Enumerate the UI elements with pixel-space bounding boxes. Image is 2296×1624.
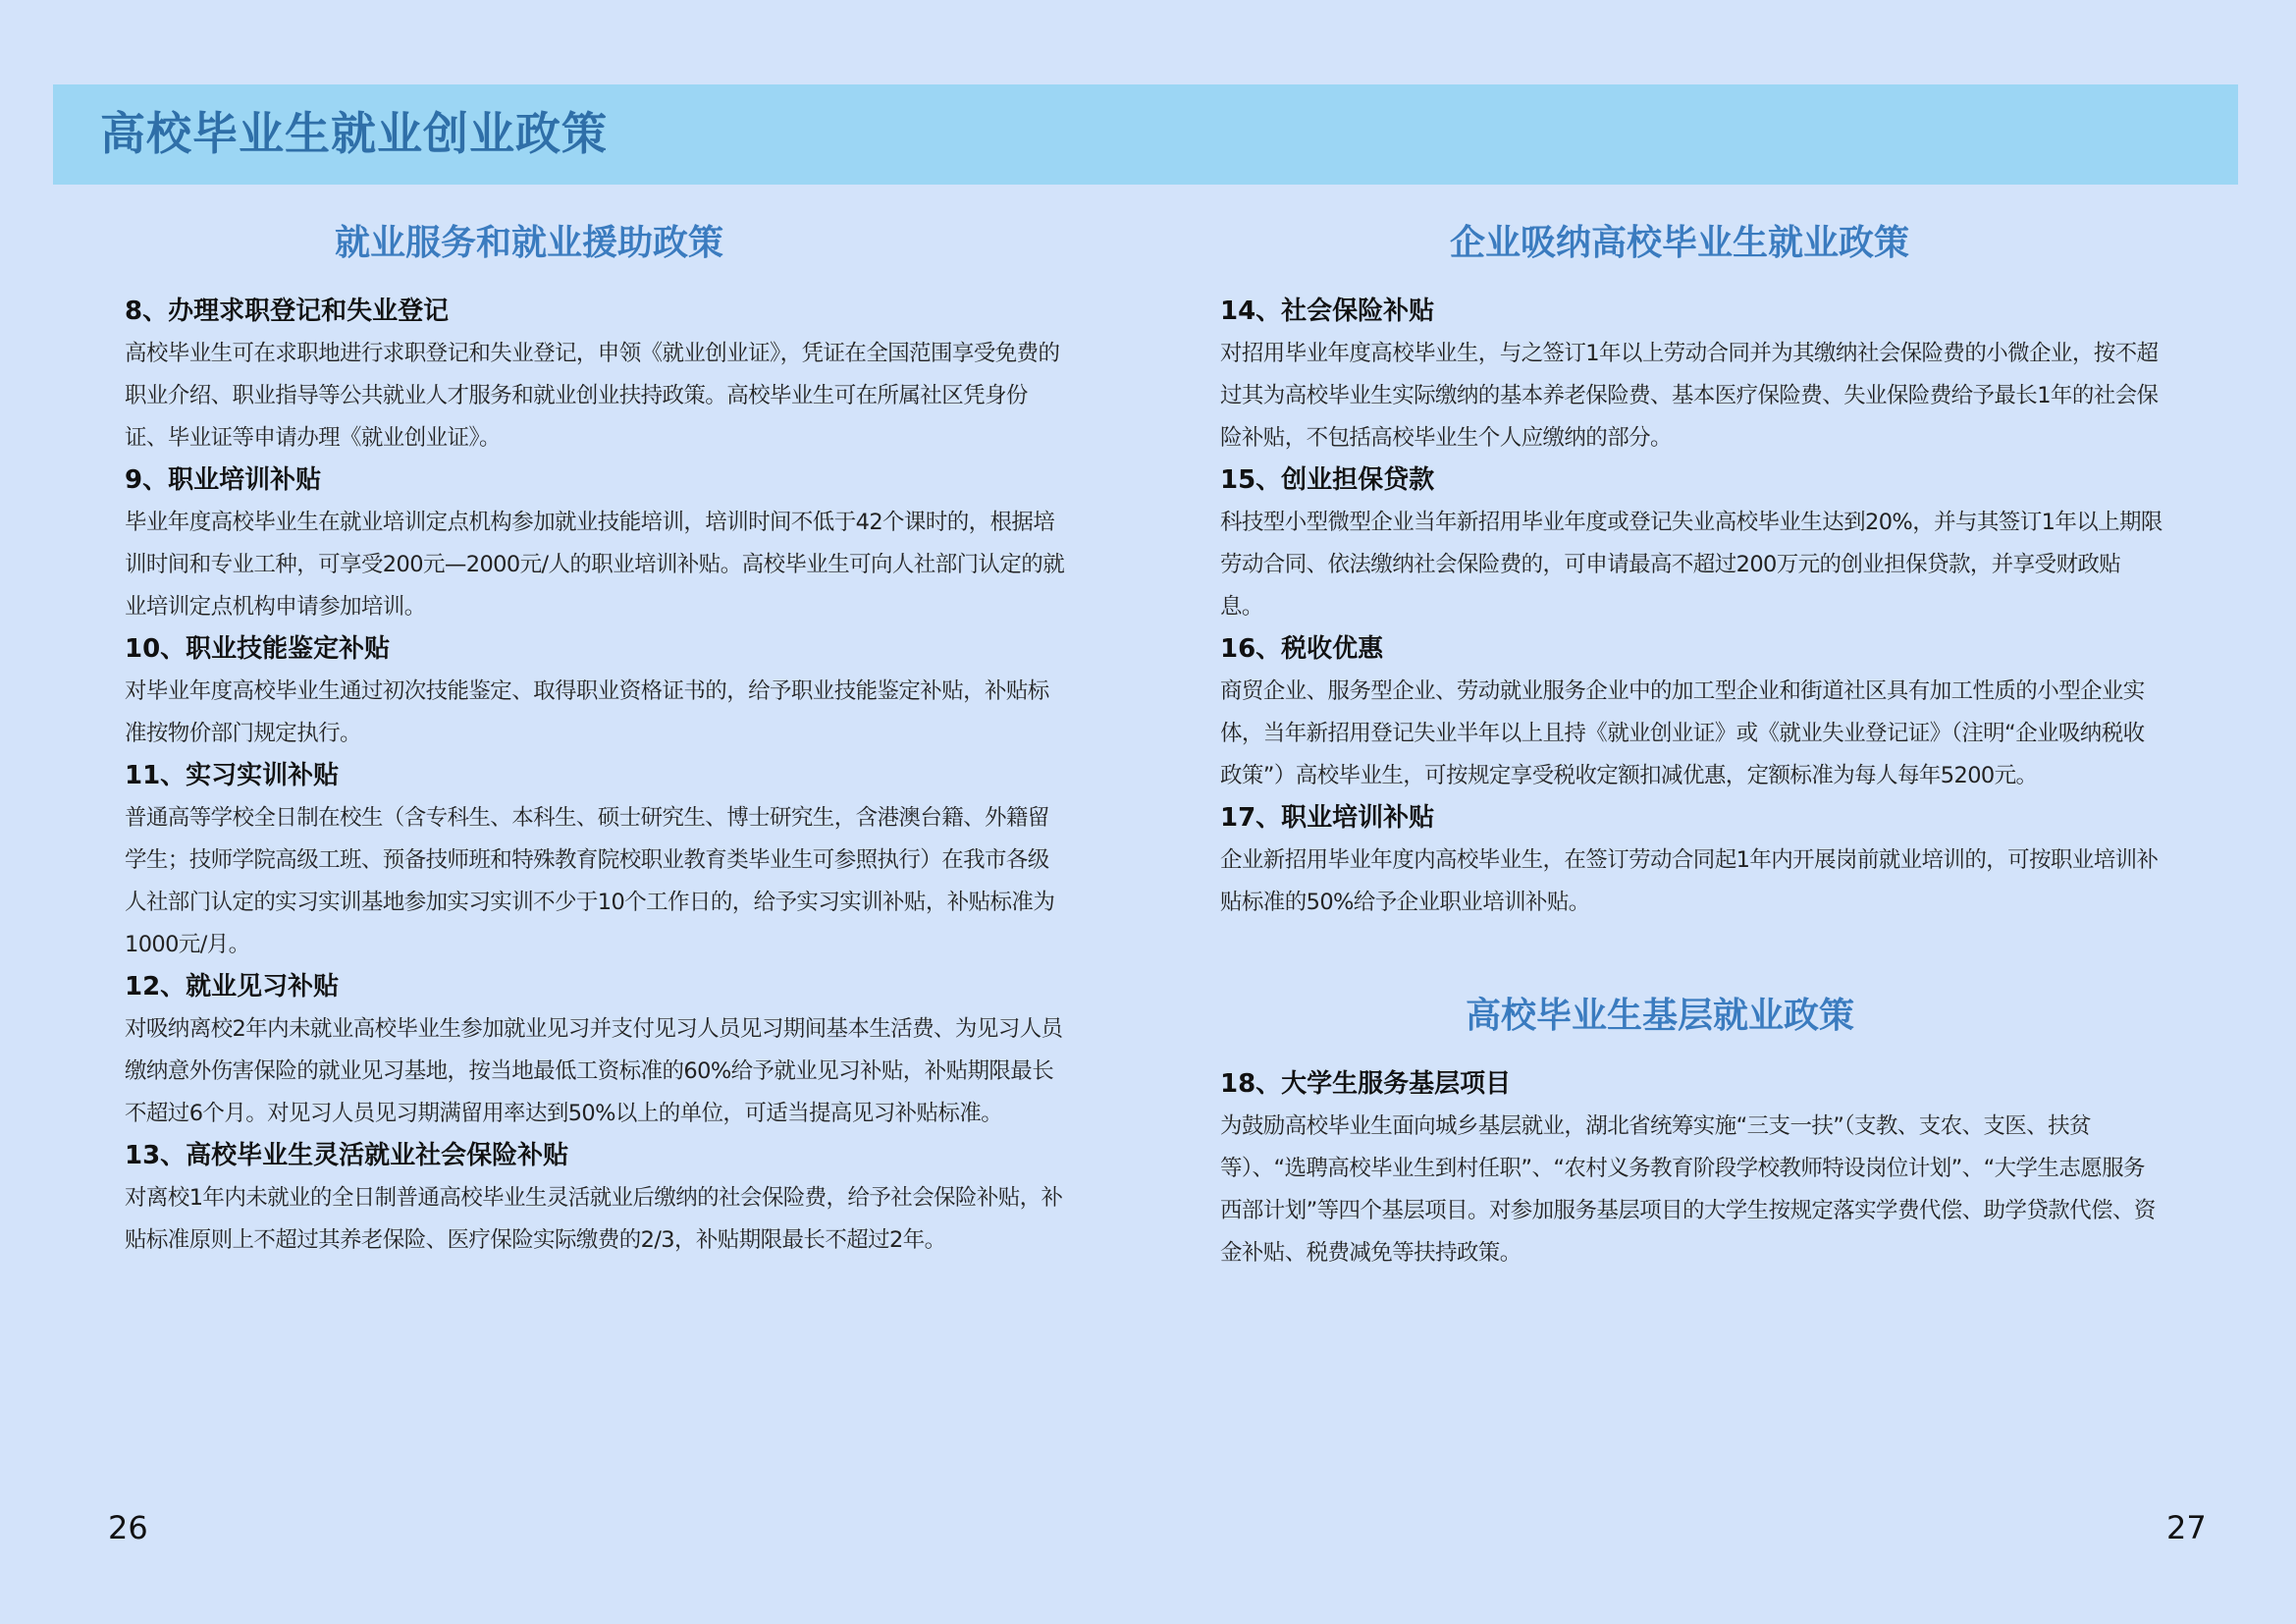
policy-body: 科技型小型微型企业当年新招用毕业年度或登记失业高校毕业生达到20%，并与其签订1年以上期限劳动合同、依法缴纳社会保险费的，可申请最高不超过200万元的创业担保贷款，并享受财政贴息。 bbox=[1220, 510, 2163, 620]
policy-item bbox=[1220, 1063, 2163, 1274]
policy-heading: 18、大学生服务基层项目 bbox=[1220, 1069, 1512, 1099]
policy-body: 对离校1年内未就业的全日制普通高校毕业生灵活就业后缴纳的社会保险费，给予社会保险补贴，补贴标准原则上不超过其养老保险、医疗保险实际缴费的2/3，补贴期限最长不超过2年。 bbox=[125, 1185, 1063, 1253]
policy-body: 商贸企业、服务型企业、劳动就业服务企业中的加工型企业和街道社区具有加工性质的小型企业实体，当年新招用登记失业半年以上且持《就业创业证》或《就业失业登记证》（注明“企业吸纳税收政策”）高校毕业生，可按规定享受税收定额扣减优惠，定额标准为每人每年5200元。 bbox=[1220, 678, 2145, 788]
policy-item bbox=[1220, 628, 2163, 797]
policy-heading: 17、职业培训补贴 bbox=[1220, 803, 1435, 833]
left-column bbox=[125, 214, 1067, 1262]
policy-body: 为鼓励高校毕业生面向城乡基层就业，湖北省统筹实施“三支一扶”（支教、支农、支医、扶贫等）、“选聘高校毕业生到村任职”、“农村义务教育阶段学校教师特设岗位计划”、“大学生志愿服务西部计划”等四个基层项目。对参加服务基层项目的大学生按规定落实学费代偿、助学贷款代偿、资金补贴、税费减免等扶持政策。 bbox=[1220, 1113, 2156, 1266]
policy-body: 企业新招用毕业年度内高校毕业生，在签订劳动合同起1年内开展岗前就业培训的，可按职业培训补贴标准的50%给予企业职业培训补贴。 bbox=[1220, 847, 2159, 915]
policy-body: 对招用毕业年度高校毕业生，与之签订1年以上劳动合同并为其缴纳社会保险费的小微企业，按不超过其为高校毕业生实际缴纳的基本养老保险费、基本医疗保险费、失业保险费给予最长1年的社会保险补贴，不包括高校毕业生个人应缴纳的部分。 bbox=[1220, 341, 2159, 451]
policy-heading: 11、实习实训补贴 bbox=[125, 761, 340, 790]
page-number-right: 27 bbox=[2166, 1509, 2207, 1546]
policy-heading: 12、就业见习补贴 bbox=[125, 972, 340, 1001]
policy-item bbox=[125, 291, 1067, 460]
policy-body: 高校毕业生可在求职地进行求职登记和失业登记，申领《就业创业证》，凭证在全国范围享受免费的职业介绍、职业指导等公共就业人才服务和就业创业扶持政策。高校毕业生可在所属社区凭身份证、毕业证等申请办理《就业创业证》。 bbox=[125, 341, 1060, 451]
policy-item bbox=[1220, 460, 2163, 628]
policy-item bbox=[125, 755, 1067, 966]
policy-body: 毕业年度高校毕业生在就业培训定点机构参加就业技能培训，培训时间不低于42个课时的，根据培训时间和专业工种，可享受200元—2000元/人的职业培训补贴。高校毕业生可向人社部门认定的就业培训定点机构申请参加培训。 bbox=[125, 510, 1065, 620]
policy-heading: 9、职业培训补贴 bbox=[125, 465, 322, 495]
policy-heading: 14、社会保险补贴 bbox=[1220, 297, 1435, 326]
policy-heading: 10、职业技能鉴定补贴 bbox=[125, 634, 391, 664]
header-banner bbox=[53, 84, 2238, 185]
page-title: 高校毕业生就业创业政策 bbox=[100, 107, 608, 160]
policy-body: 普通高等学校全日制在校生（含专科生、本科生、硕士研究生、博士研究生，含港澳台籍、外籍留学生；技师学院高级工班、预备技师班和特殊教育院校职业教育类毕业生可参照执行）在我市各级人社部门认定的实习实训基地参加实习实训不少于10个工作日的，给予实习实训补贴，补贴标准为1000元/月。 bbox=[125, 805, 1055, 957]
policy-item bbox=[1220, 291, 2163, 460]
section-title-employment-services: 就业服务和就业援助政策 bbox=[334, 223, 723, 263]
policy-heading: 15、创业担保贷款 bbox=[1220, 465, 1435, 495]
section-title-enterprise-hiring: 企业吸纳高校毕业生就业政策 bbox=[1449, 223, 1909, 263]
page-number-left: 26 bbox=[108, 1509, 148, 1546]
policy-item bbox=[125, 628, 1067, 755]
policy-item bbox=[125, 460, 1067, 628]
section-title-grassroots: 高校毕业生基层就业政策 bbox=[1465, 996, 1854, 1036]
policy-heading: 13、高校毕业生灵活就业社会保险补贴 bbox=[125, 1141, 569, 1170]
policy-heading: 8、办理求职登记和失业登记 bbox=[125, 297, 450, 326]
policy-item bbox=[125, 966, 1067, 1135]
policy-item bbox=[125, 1135, 1067, 1262]
right-column bbox=[1220, 214, 2163, 1274]
policy-body: 对毕业年度高校毕业生通过初次技能鉴定、取得职业资格证书的，给予职业技能鉴定补贴，补贴标准按物价部门规定执行。 bbox=[125, 678, 1049, 746]
policy-item bbox=[1220, 797, 2163, 924]
policy-body: 对吸纳离校2年内未就业高校毕业生参加就业见习并支付见习人员见习期间基本生活费、为见习人员缴纳意外伤害保险的就业见习基地，按当地最低工资标准的60%给予就业见习补贴，补贴期限最长不超过6个月。对见习人员见习期满留用率达到50%以上的单位，可适当提高见习补贴标准。 bbox=[125, 1016, 1063, 1126]
policy-heading: 16、税收优惠 bbox=[1220, 634, 1384, 664]
